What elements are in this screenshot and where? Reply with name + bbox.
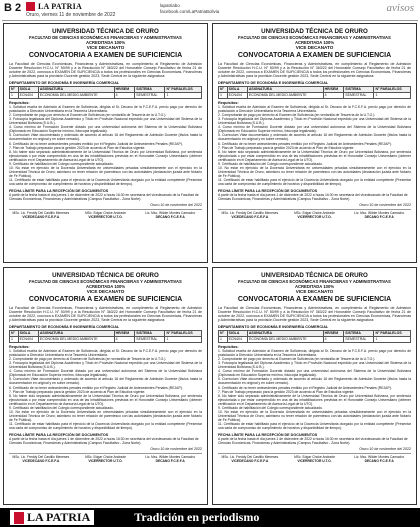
subject-table-header: HR/SEM bbox=[323, 86, 344, 92]
subject-table-header: N° PARALELOS bbox=[165, 330, 202, 336]
table-cell: ECONOMÍA DEL MEDIO AMBIENTE bbox=[38, 336, 114, 342]
list-item: 5. Curriculum Vitae documentado y ordenado de acuerdo al artículo 16 del Reglamento de Admisión Docente (títulos hasta la documentación en original y en sobre cerrado). bbox=[9, 377, 202, 386]
notice-vice-deanery: VICE DECANATO bbox=[295, 289, 334, 294]
table-row bbox=[219, 336, 411, 342]
list-item: 2. Comprobante de pago por derecho al Examen de Suficiencia (en ventanilla de Tesorería de la U.T.O.). bbox=[218, 112, 376, 117]
subject-table-header: ASIGNATURA bbox=[38, 330, 114, 336]
table-cell: 1 bbox=[165, 92, 202, 98]
list-item: 10. No estar en ejercicio de la Docencia Universitaria en universidades privadas simultáneamente con el ejercicio en la Universidad Técnica de Oruro; asimismo no tener relación de parentesco con las autoridades (declaración jurada ante Notario de Fe Pública). bbox=[9, 410, 202, 423]
subject-table bbox=[9, 86, 202, 99]
notice-faculty: FACULTAD DE CIENCIAS ECONÓMICAS FINANCIERAS Y ADMINISTRATIVAS bbox=[29, 279, 182, 284]
signature-role: DECANO F.C.E.F.A bbox=[155, 458, 185, 463]
notice-accreditation: ACREDITADA 100% bbox=[294, 40, 335, 45]
brand-logo-icon bbox=[26, 2, 35, 11]
subject-table-header: N° bbox=[10, 86, 19, 92]
list-item: 4. Curso mínimo de Formación Docente dictado por una universidad autónoma del Sistema de la Universidad Boliviana (Diplomado en Educación Superior mínimo, fotocopia legalizada). bbox=[9, 125, 202, 134]
footer-slogan: Tradición en periodismo bbox=[134, 510, 260, 524]
list-item: 8. No haber sido separado administrativamente de la Universidad Técnica de Oruro por Universidad Boliviana, por sentencia ejecutoriada o por estar comprendido en una de las inhabilitaciones previstas en el Honorable Consejo Universitario (obtener certificación en el Departamento de Asesoría Legal de la UTO). bbox=[218, 149, 411, 162]
page-header bbox=[0, 0, 420, 22]
table-cell: 4 bbox=[114, 336, 135, 342]
subject-table-header: N° PARALELOS bbox=[374, 86, 411, 92]
notice-university: UNIVERSIDAD TÉCNICA DE ORURO bbox=[261, 272, 368, 279]
signature-block bbox=[74, 455, 138, 463]
table-cell: ECN404 bbox=[18, 336, 38, 342]
requirements-list bbox=[218, 105, 411, 187]
city-date: Oruro 10 de noviembre del 2022 bbox=[359, 202, 411, 207]
city-date: Oruro 10 de noviembre del 2022 bbox=[150, 202, 202, 207]
subject-table-header: ASIGNATURA bbox=[247, 86, 323, 92]
signature-name: MSc. Edgar Choke Andrade bbox=[294, 454, 335, 459]
list-item: 4. Curso mínimo de Formación Docente dictado por una universidad autónoma del Sistema de la Universidad Boliviana (Diplomado en Educación Superior mínimo, fotocopia legalizada). bbox=[218, 369, 411, 378]
table-cell: ECN404 bbox=[18, 92, 38, 98]
signature-name: Lic. Msc. Wilder Montes Camacho bbox=[354, 210, 405, 215]
signatures bbox=[9, 209, 202, 219]
signature-block bbox=[138, 455, 202, 463]
brand-logo bbox=[26, 2, 82, 11]
notice-accreditation: ACREDITADA 100% bbox=[294, 284, 335, 289]
notice-intro: La Facultad de Ciencias Económicas, Financieras y Administrativas, en cumplimiento al Reglamento de Admisión Docente Resolución H.C.U. N° 50/99 y a la Resolución N° 363/22 del Honorable Consejo Facultativo de fecha 21 de octubre de 2022, convoca a EXAMEN DE SUFICIENCIA a todos los profesionales en Ciencias Económicas, Financieras y Administrativas para la provisión Docente gestión 2023, Sede Central en la siguiente asignatura: bbox=[9, 61, 202, 79]
signature-name: MSc. Lic. Freddy Del Castillo Meneses bbox=[221, 454, 279, 459]
convocatoria-notice bbox=[212, 23, 417, 263]
notice-intro: La Facultad de Ciencias Económicas, Financieras y Administrativas, en cumplimiento al Reglamento de Admisión Docente Resolución H.C.U. N° 50/99 y a la Resolución N° 363/22 del Honorable Consejo Facultativo de fecha 21 de octubre de 2022, convoca a EXAMEN DE SUFICIENCIA a todos los profesionales en Ciencias Económicas, Financieras y Administrativas para la provisión Docente gestión 2023, Sede Central en la siguiente asignatura: bbox=[218, 305, 411, 323]
subject-table-header: SIGLA bbox=[227, 330, 247, 336]
signature-name: MSc. Lic. Freddy Del Castillo Meneses bbox=[12, 210, 70, 215]
table-cell: 4 bbox=[323, 336, 344, 342]
notice-faculty: FACULTAD DE CIENCIAS ECONÓMICAS FINANCIERAS Y ADMINISTRATIVAS bbox=[238, 35, 391, 40]
list-item: 11. Certificado de estar habilitado para el ejercicio de la Docencia Universitaria otorgado por la entidad competente (Presentar una carta de compromiso de cumplimiento de horarios y disponibilidad de tiempo). bbox=[9, 178, 202, 187]
deadline-title: FECHA LÍMITE PARA LA RECEPCIÓN DE DOCUMENTOS bbox=[9, 188, 109, 193]
convocatoria-notice bbox=[212, 267, 417, 505]
table-cell: 1 bbox=[374, 92, 411, 98]
list-item: 2. Comprobante de pago por derecho al Examen de Suficiencia (en ventanilla de Tesorería de la U.T.O.). bbox=[218, 356, 376, 361]
table-cell: 4 bbox=[323, 92, 344, 98]
deadline-title: FECHA LÍMITE PARA LA RECEPCIÓN DE DOCUMENTOS bbox=[218, 432, 318, 437]
signatures bbox=[218, 453, 411, 463]
signature-block bbox=[283, 211, 347, 219]
notice-vice-deanery: VICE DECANATO bbox=[86, 289, 125, 294]
list-item: 9. Certificado de habilitación del Colegio correspondiente actualizado. bbox=[218, 406, 323, 410]
requirements-title: Requisitos: bbox=[218, 344, 239, 349]
signature-name: Lic. Msc. Wilder Montes Camacho bbox=[145, 210, 196, 215]
table-cell: SEMESTRAL bbox=[135, 92, 165, 98]
list-item: 6. Certificado de no tener antecedentes penales emitido por el Registro Judicial de Antecedentes Penales (REJAP). bbox=[218, 141, 392, 146]
convocatoria-notice bbox=[3, 23, 208, 263]
signature-name: MSc. Lic. Freddy Del Castillo Meneses bbox=[221, 210, 279, 215]
signature-block bbox=[138, 211, 202, 219]
list-item: 2. Comprobante de pago por derecho al Examen de Suficiencia (en ventanilla de Tesorería de la U.T.O.). bbox=[9, 112, 167, 117]
signature-block bbox=[347, 211, 411, 219]
header-divider bbox=[2, 20, 418, 21]
signature-role: DECANO F.C.E.F.A bbox=[155, 214, 185, 219]
signature-name: Lic. Msc. Wilder Montes Camacho bbox=[145, 454, 196, 459]
subject-table-header: N° bbox=[10, 330, 19, 336]
notice-title: CONVOCATORIA A EXAMEN DE SUFICIENCIA bbox=[28, 51, 183, 59]
signatures bbox=[9, 453, 202, 463]
signature-role: VICEDECANO F.C.E.F.A bbox=[22, 214, 60, 219]
signature-name: Lic. Msc. Wilder Montes Camacho bbox=[354, 454, 405, 459]
list-item: 9. Certificado de habilitación del Colegio correspondiente actualizado. bbox=[218, 162, 323, 166]
list-item: 5. Curriculum Vitae documentado y ordenado de acuerdo al artículo 16 del Reglamento de Admisión Docente (títulos hasta la documentación en original y en sobre cerrado). bbox=[9, 133, 202, 142]
notice-department: DEPARTAMENTO DE ECONOMÍA E INGENIERÍA COMERCIAL bbox=[9, 324, 120, 329]
subject-table-header: HR/SEM bbox=[114, 86, 135, 92]
notice-intro: La Facultad de Ciencias Económicas, Financieras y Administrativas, en cumplimiento al Reglamento de Admisión Docente Resolución H.C.U. N° 50/99 y a la Resolución N° 363/22 del Honorable Consejo Facultativo de fecha 21 de octubre de 2022, convoca a EXAMEN DE SUFICIENCIA a todos los profesionales en Ciencias Económicas, Financieras y Administrativas para la provisión Docente gestión 2023, Sede Central en la siguiente asignatura: bbox=[9, 305, 202, 323]
notice-header bbox=[218, 272, 411, 304]
subject-table-header: HR/SEM bbox=[323, 330, 344, 336]
notice-faculty: FACULTAD DE CIENCIAS ECONÓMICAS FINANCIERAS Y ADMINISTRATIVAS bbox=[29, 35, 182, 40]
signature-block bbox=[218, 455, 282, 463]
list-item: 9. Certificado de habilitación del Colegio correspondiente actualizado. bbox=[9, 406, 114, 410]
requirements-list bbox=[9, 105, 202, 187]
list-item: 1. Solicitud escrita de Admisión al Examen de Suficiencia, dirigida al Sr. Decano de la F.C.E.F.A. previo pago por derecho de postulación a Dirección Universitaria en la Tesorería Universitaria. bbox=[9, 104, 202, 113]
edition-date: Oruro, viernes 11 de noviembre de 2022 bbox=[26, 12, 116, 18]
subject-table bbox=[218, 330, 411, 343]
signature-block bbox=[218, 211, 282, 219]
list-item: 5. Curriculum Vitae documentado y ordenado de acuerdo al artículo 16 del Reglamento de Admisión Docente (títulos hasta la documentación en original y en sobre cerrado). bbox=[218, 377, 411, 386]
signature-name: MSc. Edgar Choke Andrade bbox=[85, 454, 126, 459]
table-row bbox=[10, 336, 202, 342]
signature-block bbox=[9, 455, 73, 463]
list-item: 10. No estar en ejercicio de la Docencia Universitaria en universidades privadas simultáneamente con el ejercicio en la Universidad Técnica de Oruro; asimismo no tener relación de parentesco con las autoridades (declaración jurada ante Notario de Fe Pública). bbox=[218, 166, 411, 179]
table-cell: SEMESTRAL bbox=[344, 92, 374, 98]
deadline-title: FECHA LÍMITE PARA LA RECEPCIÓN DE DOCUMENTOS bbox=[218, 188, 318, 193]
brand-name: LA PATRIA bbox=[38, 2, 82, 11]
signature-role: VICEDECANO F.C.E.F.A bbox=[22, 458, 60, 463]
subject-table-header: ASIGNATURA bbox=[38, 86, 114, 92]
signature-block bbox=[74, 211, 138, 219]
subject-table-header: SISTEMA bbox=[135, 330, 165, 336]
signature-block bbox=[9, 211, 73, 219]
footer-banner bbox=[0, 508, 420, 527]
requirements-title: Requisitos: bbox=[9, 100, 30, 105]
table-cell: SEMESTRAL bbox=[344, 336, 374, 342]
list-item: 2. Comprobante de pago por derecho al Examen de Suficiencia (en ventanilla de Tesorería de la U.T.O.). bbox=[9, 356, 167, 361]
requirements-title: Requisitos: bbox=[9, 344, 30, 349]
notice-faculty: FACULTAD DE CIENCIAS ECONÓMICAS FINANCIERAS Y ADMINISTRATIVAS bbox=[238, 279, 391, 284]
notice-intro: La Facultad de Ciencias Económicas, Financieras y Administrativas, en cumplimiento al Reglamento de Admisión Docente Resolución H.C.U. N° 50/99 y a la Resolución N° 363/22 del Honorable Consejo Facultativo de fecha 21 de octubre de 2022, convoca a EXAMEN DE SUFICIENCIA a todos los profesionales en Ciencias Económicas, Financieras y Administrativas para la provisión Docente gestión 2023, Sede Central en la siguiente asignatura: bbox=[218, 61, 411, 79]
page-number: B 2 bbox=[4, 2, 22, 14]
table-cell: 4 bbox=[114, 92, 135, 98]
list-item: 6. Certificado de no tener antecedentes penales emitido por el Registro Judicial de Antecedentes Penales (REJAP). bbox=[9, 141, 183, 146]
notice-university: UNIVERSIDAD TÉCNICA DE ORURO bbox=[52, 272, 159, 279]
list-item: 6. Certificado de no tener antecedentes penales emitido por el Registro Judicial de Antecedentes Penales (REJAP). bbox=[218, 385, 392, 390]
signature-name: MSc. Edgar Choke Andrade bbox=[85, 210, 126, 215]
signature-block bbox=[347, 455, 411, 463]
notice-header bbox=[9, 28, 202, 60]
subject-table bbox=[9, 330, 202, 343]
subject-table-header: SIGLA bbox=[18, 86, 38, 92]
subject-table-header: ASIGNATURA bbox=[247, 330, 323, 336]
table-cell: 1 bbox=[219, 92, 228, 98]
list-item: 7. Plan de Trabajo preparado para la gestión 2023 de acuerdo al Plan de Estudios vigente. bbox=[9, 145, 146, 150]
list-item: 10. No estar en ejercicio de la Docencia Universitaria en universidades privadas simultáneamente con el ejercicio en la Universidad Técnica de Oruro; asimismo no tener relación de parentesco con las autoridades (declaración jurada ante Notario de Fe Pública). bbox=[9, 166, 202, 179]
city-date: Oruro 10 de noviembre del 2022 bbox=[359, 446, 411, 451]
signature-role: VICERRECTOR U.T.O. bbox=[88, 214, 123, 219]
notice-vice-deanery: VICE DECANATO bbox=[86, 45, 125, 50]
table-cell: ECN404 bbox=[227, 92, 247, 98]
notice-title: CONVOCATORIA A EXAMEN DE SUFICIENCIA bbox=[28, 295, 183, 303]
footer-logo bbox=[10, 510, 94, 525]
list-item: 3. Fotocopia legalizada del Diploma Académico y Título en Provisión Nacional expedido por una Universidad del Sistema de la Universidad Boliviana (S.U.B.). bbox=[218, 116, 411, 126]
notice-header bbox=[218, 28, 411, 60]
subject-table-header: SIGLA bbox=[227, 86, 247, 92]
notice-department: DEPARTAMENTO DE ECONOMÍA E INGENIERÍA COMERCIAL bbox=[218, 80, 329, 85]
list-item: 7. Plan de Trabajo preparado para la gestión 2023 de acuerdo al Plan de Estudios vigente. bbox=[218, 389, 355, 394]
deadline-text: A partir de la fecha hasta el día jueves 1 de diciembre de 2022 a horas 16:30 en secretaría del vicedecanato de la Facultad de Ciencias Económicas, Financieras y Administrativas (Campus Facultativo - Zona Norte). bbox=[9, 192, 199, 201]
list-item: 8. No haber sido separado administrativamente de la Universidad Técnica de Oruro por Universidad Boliviana, por sentencia ejecutoriada o por estar comprendido en una de las inhabilitaciones previstas en el Honorable Consejo Universitario (obtener certificación en el Departamento de Asesoría Legal de la UTO). bbox=[9, 393, 202, 406]
subject-table-header: SIGLA bbox=[18, 330, 38, 336]
notice-title: CONVOCATORIA A EXAMEN DE SUFICIENCIA bbox=[237, 51, 392, 59]
signature-role: DECANO F.C.E.F.A bbox=[364, 458, 394, 463]
footer-brand-name: LA PATRIA bbox=[27, 510, 91, 524]
table-cell: ECONOMÍA DEL MEDIO AMBIENTE bbox=[38, 92, 114, 98]
list-item: 7. Plan de Trabajo preparado para la gestión 2023 de acuerdo al Plan de Estudios vigente. bbox=[9, 389, 146, 394]
notice-university: UNIVERSIDAD TÉCNICA DE ORURO bbox=[52, 28, 159, 35]
city-date: Oruro 10 de noviembre del 2022 bbox=[150, 446, 202, 451]
list-item: 4. Curso mínimo de Formación Docente dictado por una universidad autónoma del Sistema de la Universidad Boliviana (Diplomado en Educación Superior mínimo, fotocopia legalizada). bbox=[218, 125, 411, 134]
subject-table-header: N° PARALELOS bbox=[165, 86, 202, 92]
social-facebook: facebook.com/LaPatriaBolivia bbox=[160, 9, 220, 14]
signature-role: VICEDECANO F.C.E.F.A bbox=[231, 214, 269, 219]
list-item: 8. No haber sido separado administrativamente de la Universidad Técnica de Oruro por Universidad Boliviana, por sentencia ejecutoriada o por estar comprendido en una de las inhabilitaciones previstas en el Honorable Consejo Universitario (obtener certificación en el Departamento de Asesoría Legal de la UTO). bbox=[9, 149, 202, 162]
deadline-text: A partir de la fecha hasta el día jueves 1 de diciembre de 2022 a horas 16:30 en secretaría del vicedecanato de la Facultad de Ciencias Económicas, Financieras y Administrativas (Campus Facultativo - Zona Norte). bbox=[218, 436, 408, 445]
signature-name: MSc. Lic. Freddy Del Castillo Meneses bbox=[12, 454, 70, 459]
notice-department: DEPARTAMENTO DE ECONOMÍA E INGENIERÍA COMERCIAL bbox=[9, 80, 120, 85]
notice-accreditation: ACREDITADA 100% bbox=[85, 284, 126, 289]
subject-table-header: N° bbox=[219, 330, 228, 336]
notice-header bbox=[9, 272, 202, 304]
convocatoria-notice bbox=[3, 267, 208, 505]
list-item: 4. Curso mínimo de Formación Docente dictado por una universidad autónoma del Sistema de la Universidad Boliviana (Diplomado en Educación Superior mínimo, fotocopia legalizada). bbox=[9, 369, 202, 378]
signature-role: VICERRECTOR U.T.O. bbox=[297, 458, 332, 463]
list-item: 3. Fotocopia legalizada del Diploma Académico y Título en Provisión Nacional expedido por una Universidad del Sistema de la Universidad Boliviana (S.U.B.). bbox=[9, 116, 202, 126]
list-item: 1. Solicitud escrita de Admisión al Examen de Suficiencia, dirigida al Sr. Decano de la F.C.E.F.A. previo pago por derecho de postulación a Dirección Universitaria en la Tesorería Universitaria. bbox=[9, 348, 202, 357]
list-item: 1. Solicitud escrita de Admisión al Examen de Suficiencia, dirigida al Sr. Decano de la F.C.E.F.A. previo pago por derecho de postulación a Dirección Universitaria en la Tesorería Universitaria. bbox=[218, 104, 411, 113]
table-row bbox=[219, 92, 411, 98]
subject-table bbox=[218, 86, 411, 99]
requirements-list bbox=[218, 349, 411, 431]
list-item: 10. No estar en ejercicio de la Docencia Universitaria en universidades privadas simultáneamente con el ejercicio en la Universidad Técnica de Oruro; asimismo no tener relación de parentesco con las autoridades (declaración jurada ante Notario de Fe Pública). bbox=[218, 410, 411, 423]
list-item: 3. Fotocopia legalizada del Diploma Académico y Título en Provisión Nacional expedido por una Universidad del Sistema de la Universidad Boliviana (S.U.B.). bbox=[218, 360, 411, 370]
signature-role: VICERRECTOR U.T.O. bbox=[88, 458, 123, 463]
notice-department: DEPARTAMENTO DE ECONOMÍA E INGENIERÍA COMERCIAL bbox=[218, 324, 329, 329]
subject-table-header: SISTEMA bbox=[344, 330, 374, 336]
deadline-text: A partir de la fecha hasta el día jueves 1 de diciembre de 2022 a horas 16:30 en secretaría del vicedecanato de la Facultad de Ciencias Económicas, Financieras y Administrativas (Campus Facultativo - Zona Norte). bbox=[9, 436, 199, 445]
subject-table-header: SISTEMA bbox=[344, 86, 374, 92]
social-handle: lapatriabo bbox=[160, 3, 180, 8]
list-item: 9. Certificado de habilitación del Colegio correspondiente actualizado. bbox=[9, 162, 114, 166]
list-item: 3. Fotocopia legalizada del Diploma Académico y Título en Provisión Nacional expedido por una Universidad del Sistema de la Universidad Boliviana (S.U.B.). bbox=[9, 360, 202, 370]
requirements-list bbox=[9, 349, 202, 431]
notice-accreditation: ACREDITADA 100% bbox=[85, 40, 126, 45]
table-cell: 1 bbox=[165, 336, 202, 342]
table-cell: SEMESTRAL bbox=[135, 336, 165, 342]
signature-name: MSc. Edgar Choke Andrade bbox=[294, 210, 335, 215]
list-item: 11. Certificado de estar habilitado para el ejercicio de la Docencia Universitaria otorgado por la entidad competente (Presentar una carta de compromiso de cumplimiento de horarios y disponibilidad de tiempo). bbox=[218, 178, 411, 187]
signature-block bbox=[283, 455, 347, 463]
table-row bbox=[10, 92, 202, 98]
section-title: avisos bbox=[386, 2, 414, 14]
signature-role: VICERRECTOR U.T.O. bbox=[297, 214, 332, 219]
notice-title: CONVOCATORIA A EXAMEN DE SUFICIENCIA bbox=[237, 295, 392, 303]
requirements-title: Requisitos: bbox=[218, 100, 239, 105]
table-cell: 1 bbox=[374, 336, 411, 342]
signature-role: DECANO F.C.E.F.A bbox=[364, 214, 394, 219]
table-cell: 1 bbox=[219, 336, 228, 342]
subject-table-header: N° PARALELOS bbox=[374, 330, 411, 336]
social-links bbox=[160, 3, 219, 15]
subject-table-header: SISTEMA bbox=[135, 86, 165, 92]
list-item: 6. Certificado de no tener antecedentes penales emitido por el Registro Judicial de Antecedentes Penales (REJAP). bbox=[9, 385, 183, 390]
list-item: 7. Plan de Trabajo preparado para la gestión 2023 de acuerdo al Plan de Estudios vigente. bbox=[218, 145, 355, 150]
signatures bbox=[218, 209, 411, 219]
table-cell: 1 bbox=[10, 92, 19, 98]
subject-table-header: HR/SEM bbox=[114, 330, 135, 336]
notice-university: UNIVERSIDAD TÉCNICA DE ORURO bbox=[261, 28, 368, 35]
list-item: 8. No haber sido separado administrativamente de la Universidad Técnica de Oruro por Universidad Boliviana, por sentencia ejecutoriada o por estar comprendido en una de las inhabilitaciones previstas en el Honorable Consejo Universitario (obtener certificación en el Departamento de Asesoría Legal de la UTO). bbox=[218, 393, 411, 406]
table-cell: 1 bbox=[10, 336, 19, 342]
list-item: 11. Certificado de estar habilitado para el ejercicio de la Docencia Universitaria otorgado por la entidad competente (Presentar una carta de compromiso de cumplimiento de horarios y disponibilidad de tiempo). bbox=[218, 422, 411, 431]
subject-table-header: N° bbox=[219, 86, 228, 92]
notice-vice-deanery: VICE DECANATO bbox=[295, 45, 334, 50]
footer-logo-icon bbox=[14, 512, 24, 524]
deadline-title: FECHA LÍMITE PARA LA RECEPCIÓN DE DOCUMENTOS bbox=[9, 432, 109, 437]
list-item: 5. Curriculum Vitae documentado y ordenado de acuerdo al artículo 16 del Reglamento de Admisión Docente (títulos hasta la documentación en original y en sobre cerrado). bbox=[218, 133, 411, 142]
list-item: 1. Solicitud escrita de Admisión al Examen de Suficiencia, dirigida al Sr. Decano de la F.C.E.F.A. previo pago por derecho de postulación a Dirección Universitaria en la Tesorería Universitaria. bbox=[218, 348, 411, 357]
deadline-text: A partir de la fecha hasta el día jueves 1 de diciembre de 2022 a horas 16:30 en secretaría del vicedecanato de la Facultad de Ciencias Económicas, Financieras y Administrativas (Campus Facultativo - Zona Norte). bbox=[218, 192, 408, 201]
table-cell: ECONOMÍA DEL MEDIO AMBIENTE bbox=[247, 336, 323, 342]
table-cell: ECN404 bbox=[227, 336, 247, 342]
signature-role: VICEDECANO F.C.E.F.A bbox=[231, 458, 269, 463]
table-cell: ECONOMÍA DEL MEDIO AMBIENTE bbox=[247, 92, 323, 98]
list-item: 11. Certificado de estar habilitado para el ejercicio de la Docencia Universitaria otorgado por la entidad competente (Presentar una carta de compromiso de cumplimiento de horarios y disponibilidad de tiempo). bbox=[9, 422, 202, 431]
